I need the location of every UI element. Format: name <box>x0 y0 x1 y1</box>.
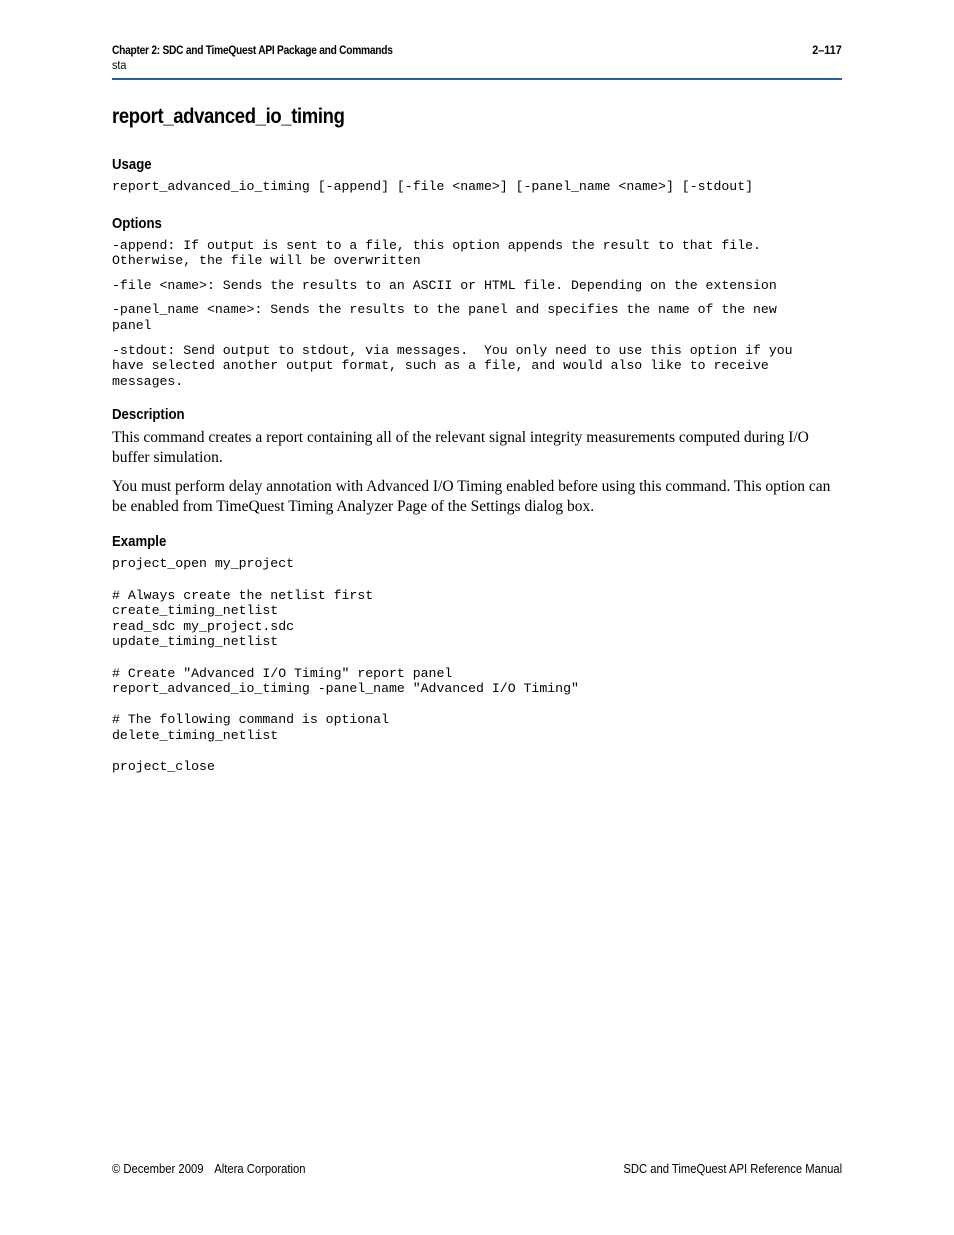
example-heading: Example <box>112 533 167 551</box>
usage-syntax: report_advanced_io_timing [-append] [-file <name>] [-panel_name <name>] [-stdout] <box>112 179 754 194</box>
example-code: project_open my_project # Always create the netlist first create_timing_netlist read_sdc my_project.sdc update_timing_netlist # Create "Advanced I/O Timing" report panel report_advanced_io_timing -panel_name "Advanced I/O Timing" # The following command is optional delete_timing_netlist project_close <box>112 556 579 775</box>
page-footer <box>112 1162 842 1178</box>
option-stdout: -stdout: Send output to stdout, via messages. You only need to use this option if you have selected another output format, such as a file, and would also like to receive messages. <box>112 342 793 389</box>
footer-company: Altera Corporation <box>214 1162 306 1176</box>
section-name: sta <box>112 58 127 72</box>
description-heading: Description <box>112 406 185 424</box>
option-panel-name: -panel_name <name>: Sends the results to the panel and specifies the name of the new panel <box>112 302 777 333</box>
description-paragraph: This command creates a report containing all of the relevant signal integrity measurements computed during I/O buffer simulation. <box>112 429 809 466</box>
options-heading: Options <box>112 214 162 232</box>
chapter-title: Chapter 2: SDC and TimeQuest API Package and Commands <box>112 43 393 57</box>
option-file: -file <name>: Sends the results to an ASCII or HTML file. Depending on the extension <box>112 277 777 293</box>
option-append: -append: If output is sent to a file, this option appends the result to that file. Otherwise, the file will be overwritten <box>112 237 761 269</box>
footer-manual-title: SDC and TimeQuest API Reference Manual <box>623 1162 842 1176</box>
page-number: 2–117 <box>812 43 842 57</box>
page-header <box>112 42 842 80</box>
command-title: report_advanced_io_timing <box>112 105 345 128</box>
page-content <box>112 104 842 775</box>
usage-heading: Usage <box>112 156 152 173</box>
description-paragraph: You must perform delay annotation with Advanced I/O Timing enabled before using this command. This option can be enabled from TimeQuest Timing Analyzer Page of the Settings dialog box. <box>112 478 831 515</box>
footer-date: © December 2009 <box>112 1162 204 1176</box>
footer-left <box>112 1162 306 1176</box>
